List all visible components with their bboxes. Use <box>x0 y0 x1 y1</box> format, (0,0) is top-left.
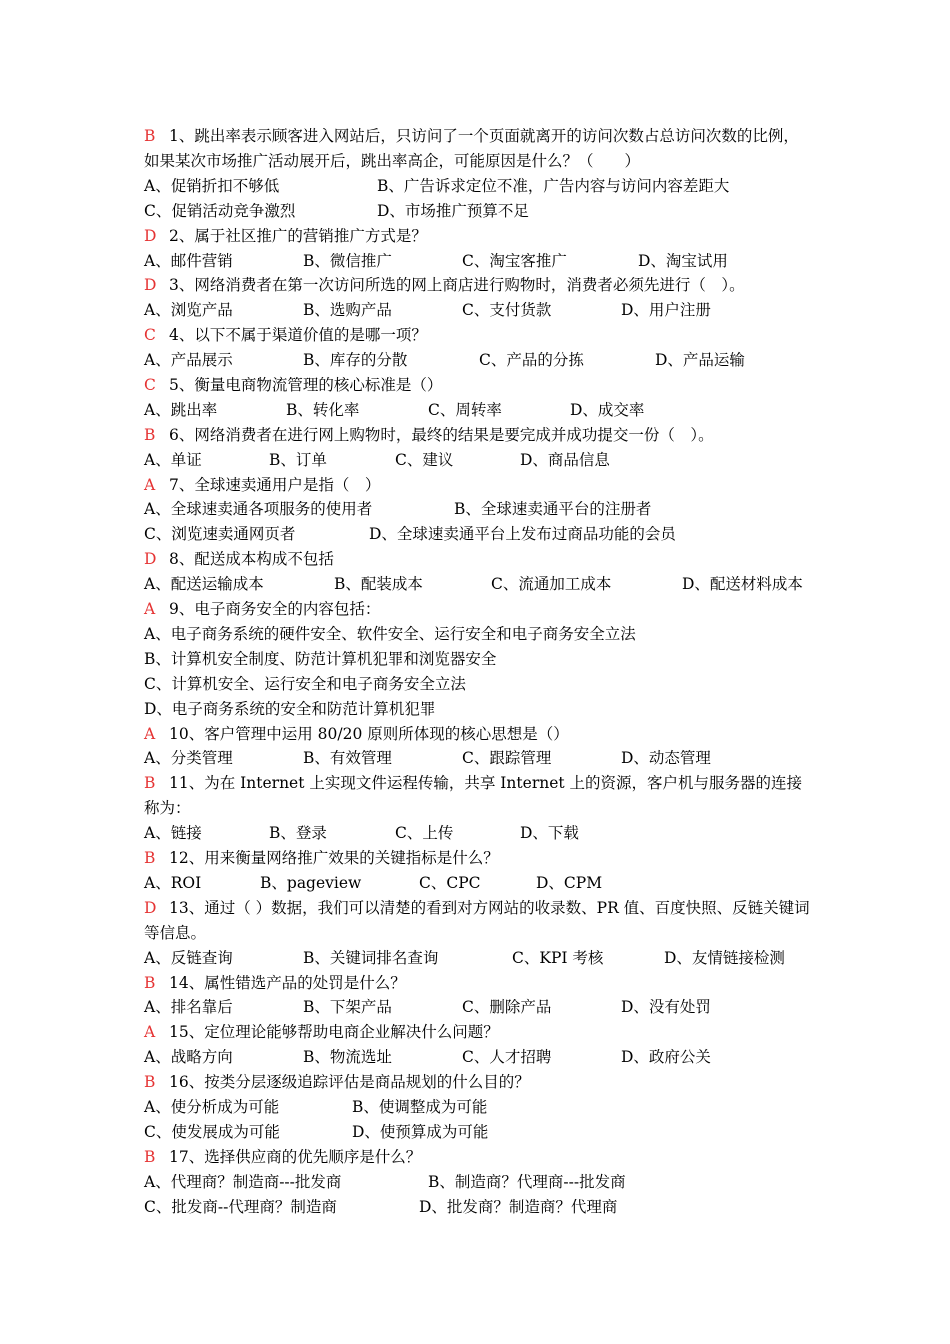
answer-key: B <box>144 849 156 868</box>
answer-option: D、电子商务系统的安全和防范计算机犯罪 <box>144 699 436 718</box>
answer-key: B <box>144 774 156 793</box>
answer-option: B、全球速卖通平台的注册者 <box>454 500 652 519</box>
answer-option: B、物流选址 <box>303 1048 392 1067</box>
option-row <box>144 1120 810 1145</box>
answer-key: B <box>144 1073 156 1092</box>
answer-option: C、删除产品 <box>462 998 552 1017</box>
option-row <box>144 672 810 697</box>
answer-option: D、成交率 <box>570 400 645 419</box>
question-list <box>144 124 810 1220</box>
answer-option: A、邮件营销 <box>144 251 233 270</box>
question-text: 7、全球速卖通用户是指（ ） <box>169 475 381 494</box>
answer-option: C、上传 <box>395 824 454 843</box>
question-text: 6、网络消费者在进行网上购物时，最终的结果是要完成并成功提交一份（ ）。 <box>169 425 714 444</box>
answer-key: B <box>144 973 156 992</box>
option-row <box>144 572 810 597</box>
question-text: 9、电子商务安全的内容包括： <box>169 600 381 619</box>
answer-option: D、商品信息 <box>520 450 610 469</box>
question-text: 16、按类分层逐级追踪评估是商品规划的什么目的？ <box>169 1073 530 1092</box>
question-text: 2、属于社区推广的营销推广方式是？ <box>169 226 427 245</box>
question-stem <box>144 771 810 821</box>
answer-option: B、微信推广 <box>303 251 392 270</box>
answer-option: A、分类管理 <box>144 749 233 768</box>
question-text: 13、通过（ ）数据，我们可以清楚的看到对方网站的收录数、PR 值、百度快照、反链关键词等信息。 <box>144 898 810 942</box>
answer-option: D、动态管理 <box>621 749 711 768</box>
question-item <box>144 373 810 423</box>
question-text: 3、网络消费者在第一次访问所选的网上商店进行购物时，消费者必须先进行（ ）。 <box>169 276 745 295</box>
question-item <box>144 273 810 323</box>
answer-option: C、人才招聘 <box>462 1048 552 1067</box>
answer-key: D <box>144 550 157 569</box>
option-row <box>144 1170 810 1195</box>
question-text: 5、衡量电商物流管理的核心标准是（） <box>169 375 443 394</box>
question-item <box>144 124 810 224</box>
answer-option: B、计算机安全制度、防范计算机犯罪和浏览器安全 <box>144 649 497 668</box>
answer-option: C、浏览速卖通网页者 <box>144 525 296 544</box>
answer-option: D、下载 <box>520 824 579 843</box>
option-row <box>144 249 810 274</box>
option-row <box>144 946 810 971</box>
question-text: 8、配送成本构成不包括 <box>169 550 334 569</box>
question-stem <box>144 1020 810 1045</box>
answer-option: D、配送材料成本 <box>682 575 803 594</box>
answer-option: B、转化率 <box>286 400 360 419</box>
answer-key: D <box>144 898 157 917</box>
option-row <box>144 522 810 547</box>
answer-key: B <box>144 1147 156 1166</box>
answer-option: D、产品运输 <box>655 351 745 370</box>
answer-option: B、有效管理 <box>303 749 392 768</box>
answer-option: C、建议 <box>395 450 454 469</box>
answer-option: C、计算机安全、运行安全和电子商务安全立法 <box>144 674 466 693</box>
question-stem <box>144 722 810 747</box>
answer-key: A <box>144 724 156 743</box>
answer-option: C、支付货款 <box>462 301 552 320</box>
option-row <box>144 647 810 672</box>
question-stem <box>144 423 810 448</box>
answer-option: C、产品的分拣 <box>479 351 584 370</box>
answer-option: B、下架产品 <box>303 998 392 1017</box>
answer-option: D、批发商？制造商？代理商 <box>419 1197 618 1216</box>
question-stem <box>144 224 810 249</box>
option-row <box>144 398 810 423</box>
answer-option: A、配送运输成本 <box>144 575 264 594</box>
answer-option: C、周转率 <box>428 400 502 419</box>
answer-option: C、跟踪管理 <box>462 749 552 768</box>
answer-option: A、电子商务系统的硬件安全、软件安全、运行安全和电子商务安全立法 <box>144 624 636 643</box>
answer-option: C、流通加工成本 <box>491 575 612 594</box>
question-stem <box>144 846 810 871</box>
answer-option: A、浏览产品 <box>144 301 233 320</box>
answer-key: C <box>144 375 156 394</box>
question-item <box>144 1145 810 1220</box>
answer-option: A、产品展示 <box>144 351 233 370</box>
question-text: 4、以下不属于渠道价值的是哪一项？ <box>169 326 427 345</box>
option-row <box>144 1195 810 1220</box>
answer-option: B、配装成本 <box>334 575 423 594</box>
question-item <box>144 224 810 274</box>
answer-option: C、批发商--代理商？制造商 <box>144 1197 337 1216</box>
option-row <box>144 821 810 846</box>
question-stem <box>144 1145 810 1170</box>
answer-key: A <box>144 1023 156 1042</box>
option-row <box>144 1045 810 1070</box>
question-stem <box>144 124 810 174</box>
question-stem <box>144 373 810 398</box>
answer-option: C、KPI 考核 <box>512 948 604 967</box>
answer-option: A、使分析成为可能 <box>144 1098 280 1117</box>
question-stem <box>144 1070 810 1095</box>
question-item <box>144 722 810 772</box>
option-row <box>144 697 810 722</box>
answer-option: B、pageview <box>260 873 362 892</box>
answer-key: A <box>144 600 156 619</box>
answer-option: C、使发展成为可能 <box>144 1122 280 1141</box>
answer-key: B <box>144 127 156 145</box>
option-row <box>144 199 810 224</box>
question-item <box>144 1070 810 1145</box>
question-stem <box>144 597 810 622</box>
option-row <box>144 497 810 522</box>
question-text: 10、客户管理中运用 80/20 原则所体现的核心思想是（） <box>169 724 569 743</box>
answer-key: D <box>144 226 157 245</box>
question-item <box>144 771 810 846</box>
question-text: 14、属性错选产品的处罚是什么？ <box>169 973 406 992</box>
answer-option: B、库存的分散 <box>303 351 408 370</box>
answer-option: B、登录 <box>269 824 327 843</box>
option-row <box>144 1095 810 1120</box>
answer-key: A <box>144 475 156 494</box>
question-stem <box>144 273 810 298</box>
answer-option: A、跳出率 <box>144 400 218 419</box>
answer-option: D、没有处罚 <box>621 998 711 1017</box>
question-stem <box>144 896 810 946</box>
answer-option: A、ROI <box>144 873 202 892</box>
answer-option: D、政府公关 <box>621 1048 711 1067</box>
answer-option: B、选购产品 <box>303 301 392 320</box>
answer-option: A、单证 <box>144 450 202 469</box>
question-item <box>144 896 810 971</box>
question-text: 12、用来衡量网络推广效果的关键指标是什么？ <box>169 849 499 868</box>
question-text: 1、跳出率表示顾客进入网站后，只访问了一个页面就离开的访问次数占总访问次数的比例，如果某次市场推广活动展开后，跳出率高企，可能原因是什么？（ ） <box>144 127 799 170</box>
question-item <box>144 547 810 597</box>
answer-option: D、CPM <box>536 873 603 892</box>
option-row <box>144 174 810 199</box>
answer-option: A、战略方向 <box>144 1048 233 1067</box>
option-row <box>144 622 810 647</box>
option-row <box>144 995 810 1020</box>
question-item <box>144 971 810 1021</box>
question-text: 17、选择供应商的优先顺序是什么？ <box>169 1147 422 1166</box>
option-row <box>144 448 810 473</box>
answer-option: A、全球速卖通各项服务的使用者 <box>144 500 373 519</box>
question-item <box>144 423 810 473</box>
answer-option: D、市场推广预算不足 <box>377 201 529 220</box>
answer-option: A、排名靠后 <box>144 998 233 1017</box>
question-stem <box>144 971 810 996</box>
option-row <box>144 348 810 373</box>
answer-key: C <box>144 326 156 345</box>
option-row <box>144 746 810 771</box>
answer-option: B、订单 <box>269 450 327 469</box>
answer-option: B、使调整成为可能 <box>352 1098 488 1117</box>
question-text: 11、为在 Internet 上实现文件运程传输，共享 Internet 上的资源，客户机与服务器的连接称为： <box>144 774 803 818</box>
answer-option: A、链接 <box>144 824 202 843</box>
answer-option: B、制造商？代理商---批发商 <box>428 1172 626 1191</box>
question-stem <box>144 323 810 348</box>
answer-option: A、促销折扣不够低 <box>144 176 280 195</box>
answer-option: D、使预算成为可能 <box>352 1122 489 1141</box>
answer-option: D、全球速卖通平台上发布过商品功能的会员 <box>369 525 676 544</box>
answer-option: A、代理商？制造商---批发商 <box>144 1172 342 1191</box>
answer-option: D、淘宝试用 <box>638 251 728 270</box>
option-row <box>144 298 810 323</box>
question-item <box>144 846 810 896</box>
question-item <box>144 597 810 721</box>
answer-option: B、关键词排名查询 <box>303 948 439 967</box>
question-item <box>144 323 810 373</box>
answer-option: B、广告诉求定位不准，广告内容与访问内容差距大 <box>377 176 730 195</box>
question-stem <box>144 547 810 572</box>
answer-option: C、CPC <box>419 873 481 892</box>
option-row <box>144 871 810 896</box>
question-item <box>144 1020 810 1070</box>
answer-option: D、友情链接检测 <box>664 948 785 967</box>
answer-key: D <box>144 276 157 295</box>
answer-option: C、促销活动竞争激烈 <box>144 201 296 220</box>
answer-key: B <box>144 425 156 444</box>
question-item <box>144 473 810 548</box>
answer-option: C、淘宝客推广 <box>462 251 567 270</box>
answer-option: A、反链查询 <box>144 948 233 967</box>
question-stem <box>144 473 810 498</box>
answer-option: D、用户注册 <box>621 301 711 320</box>
question-text: 15、定位理论能够帮助电商企业解决什么问题？ <box>169 1023 499 1042</box>
